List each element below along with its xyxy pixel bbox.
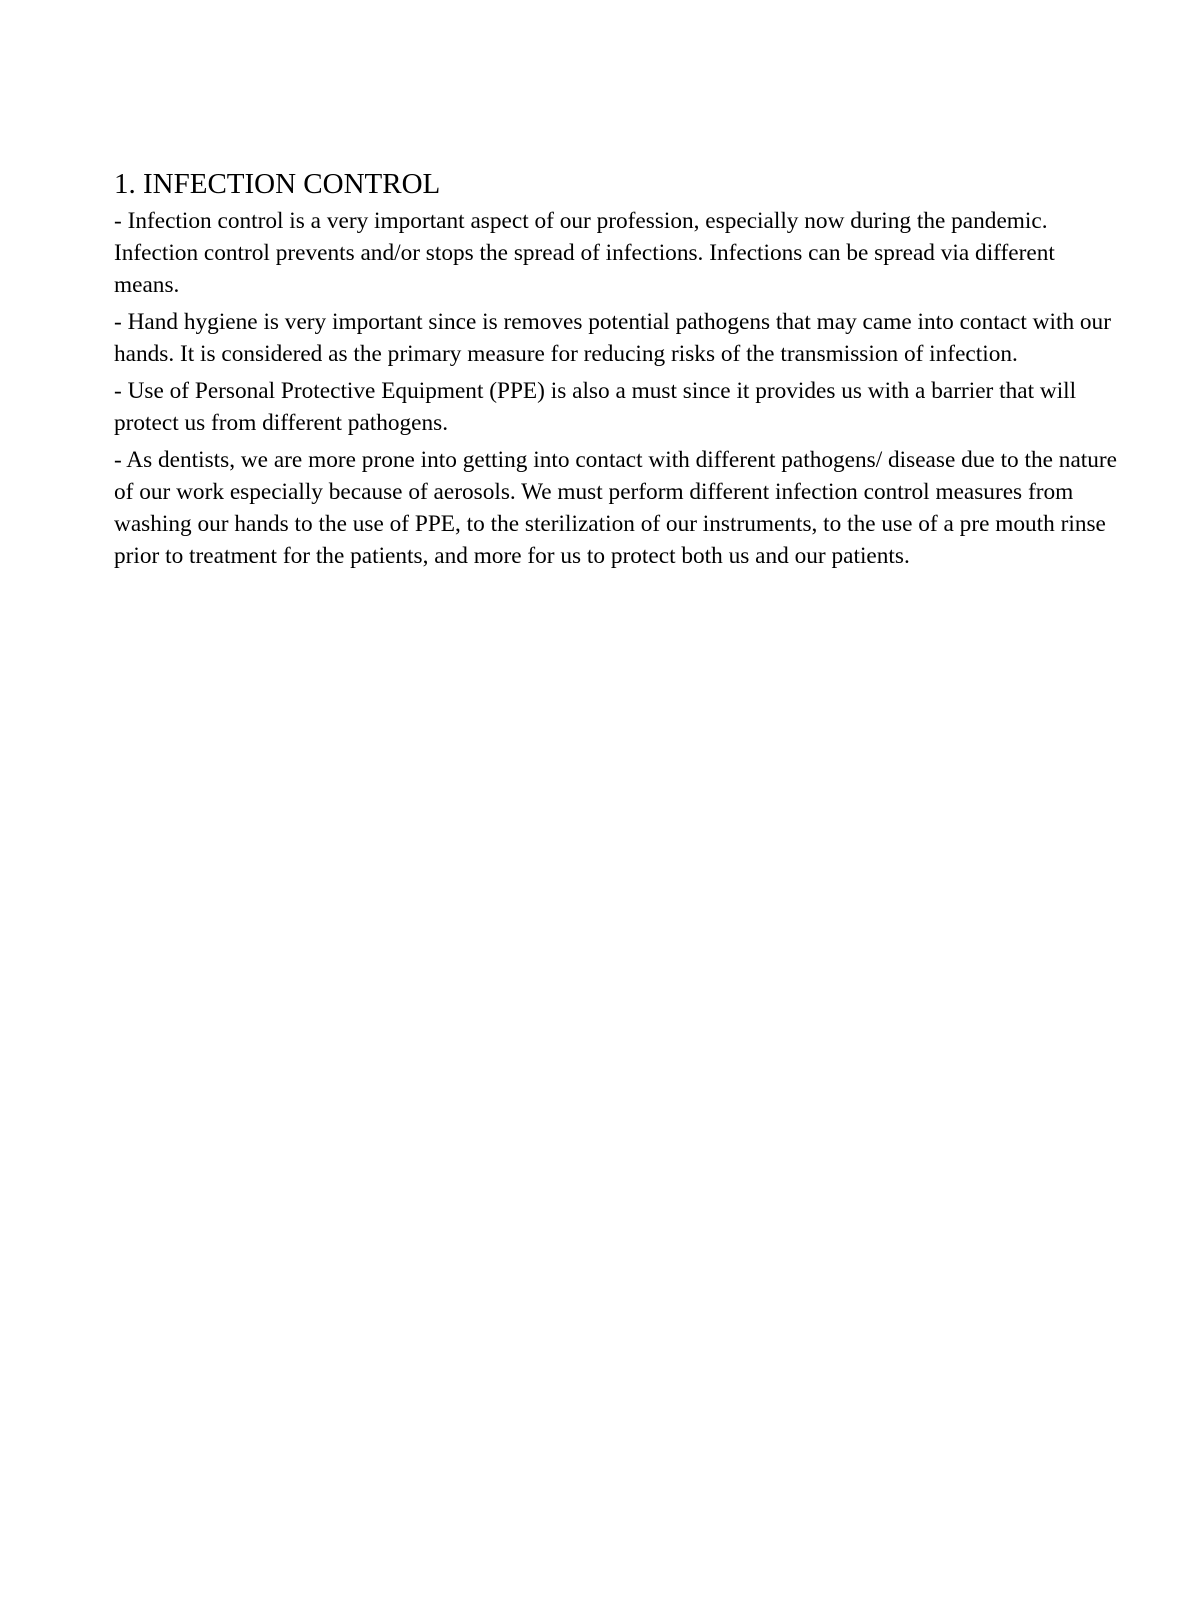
- document-body: [114, 167, 1124, 577]
- paragraph-dentists: - As dentists, we are more prone into getting into contact with different pathogens/ disease due to the nature of our work especially because of aerosols. We must perform different infection control measures from washing our hands to the use of PPE, to the sterilization of our instruments, to the use of a pre mouth rinse prior to treatment for the patients, and more for us to protect both us and our patients.: [114, 447, 1118, 569]
- paragraph-infection-control: - Infection control is a very important aspect of our profession, especially now during the pandemic. Infection control prevents and/or stops the spread of infections. Infections can be spread via different means.: [114, 208, 1055, 298]
- paragraph-hand-hygiene: - Hand hygiene is very important since is removes potential pathogens that may came into contact with our hands. It is considered as the primary measure for reducing risks of the transmission of infection.: [114, 309, 1111, 367]
- section-heading: 1. INFECTION CONTROL: [114, 168, 441, 200]
- paragraph-ppe: - Use of Personal Protective Equipment (PPE) is also a must since it provides us with a barrier that will protect us from different pathogens.: [114, 378, 1077, 436]
